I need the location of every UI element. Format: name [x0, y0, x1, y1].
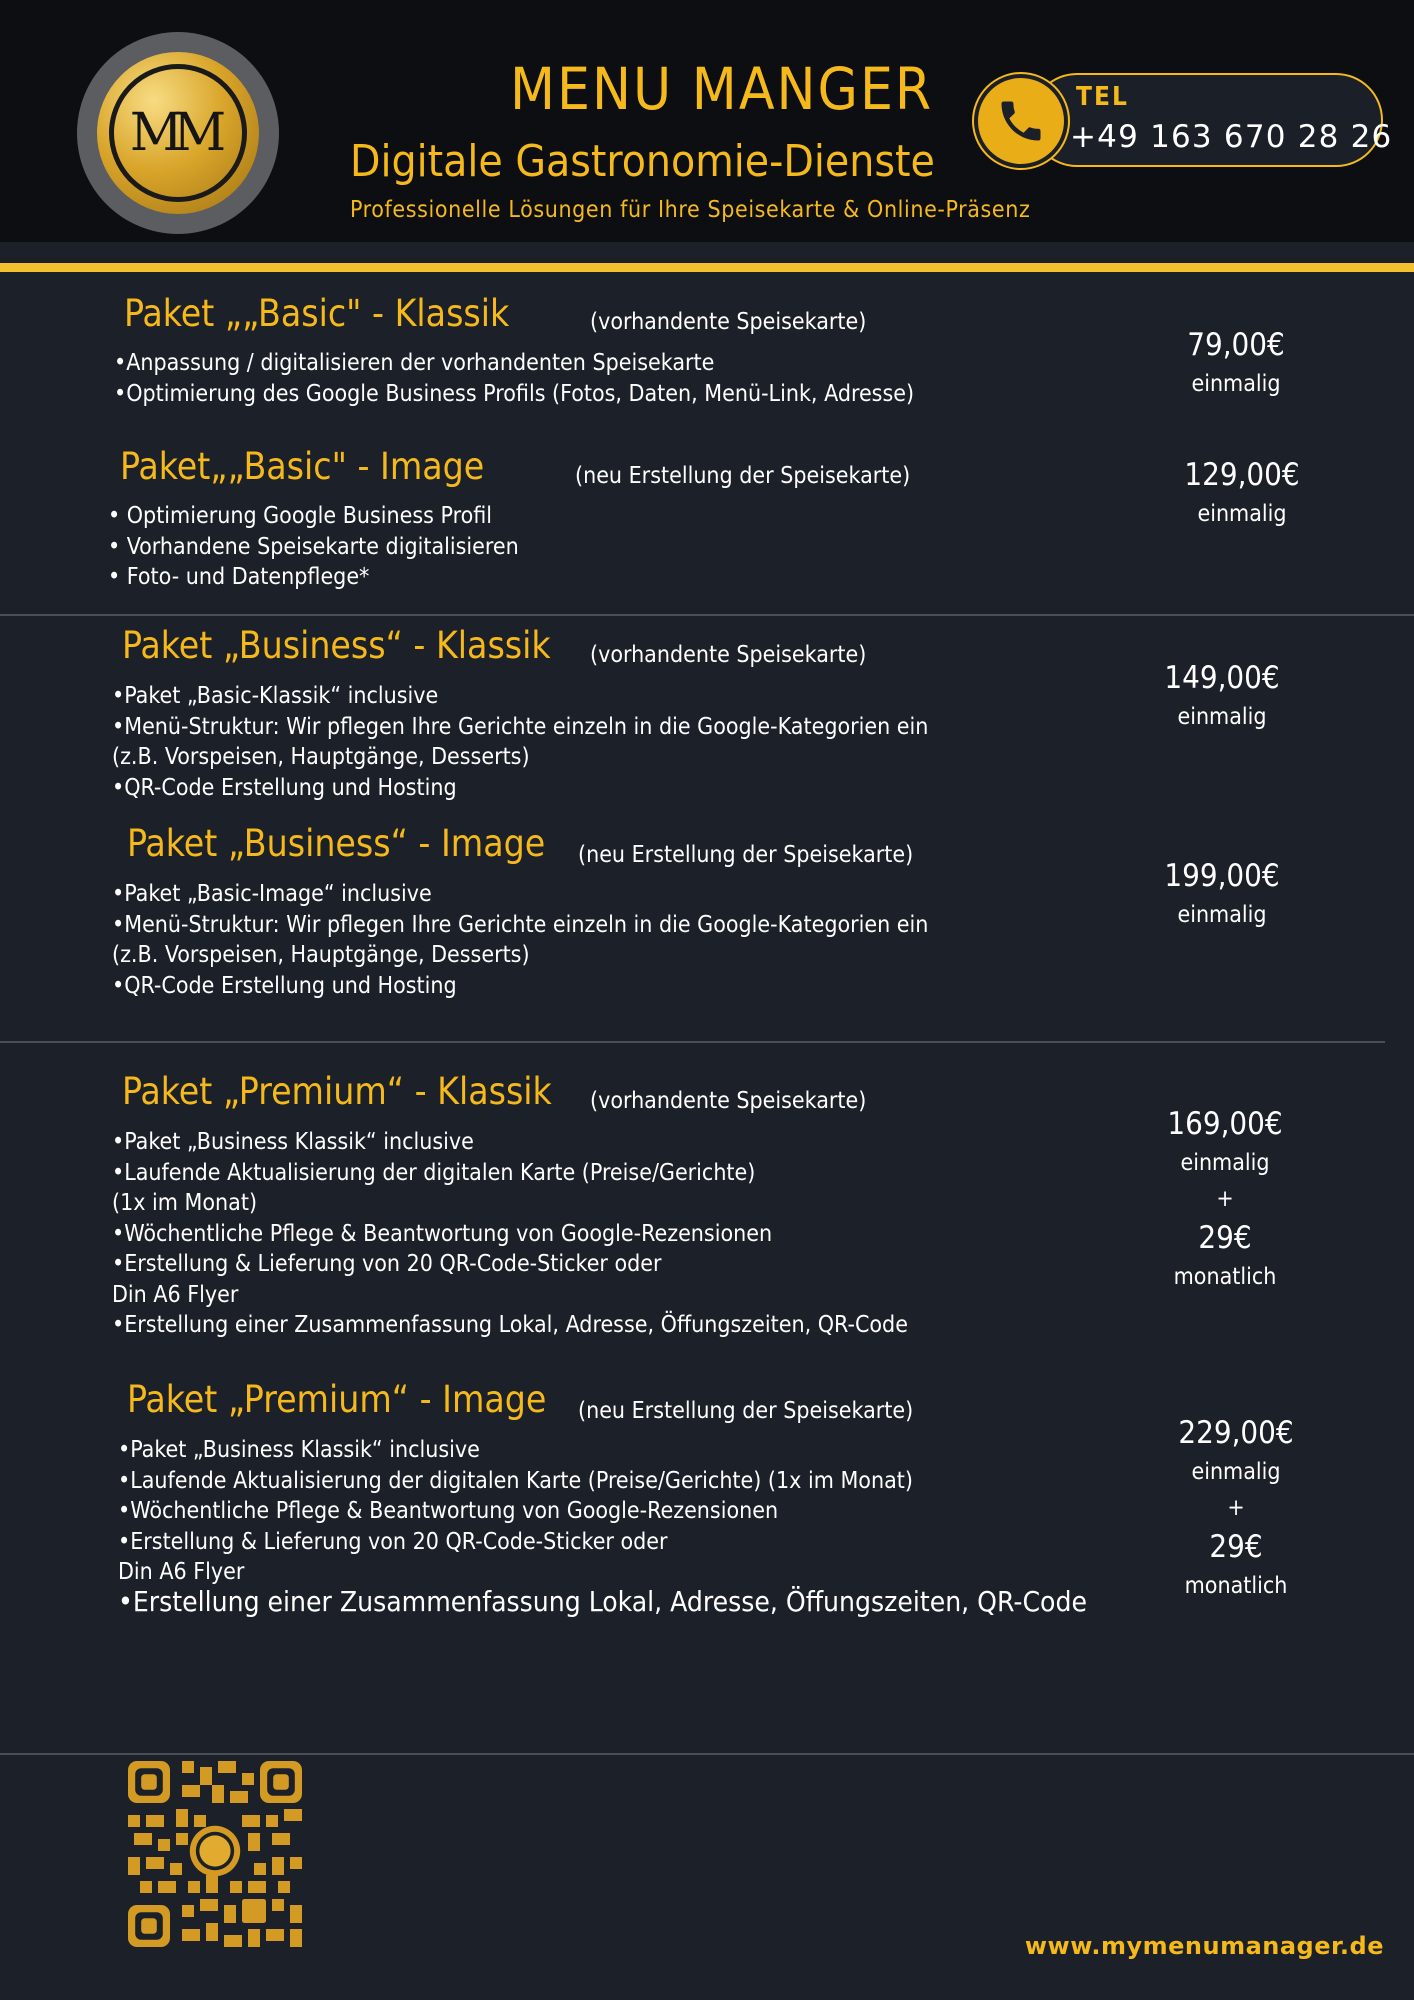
monthly-price: 29€ [1209, 1529, 1263, 1565]
tagline: Professionelle Lösungen für Ihre Speisekarte & Online-Präsenz [350, 197, 1031, 223]
list-item: •Laufende Aktualisierung der digitalen Karte (Preise/Gerichte) [112, 1159, 756, 1186]
package-price [1136, 1412, 1336, 1604]
package-price [1136, 324, 1336, 402]
monthly-price: 29€ [1198, 1220, 1252, 1256]
package-price [1142, 454, 1342, 532]
price-value: 129,00€ [1184, 457, 1300, 493]
list-item: (z.B. Vorspeisen, Hauptgänge, Desserts) [112, 942, 530, 968]
package-features [112, 879, 928, 1001]
package-note: (vorhandente Speisekarte) [590, 1088, 867, 1114]
price-note: einmalig [1177, 902, 1267, 928]
list-item: •Paket „Basic-Klassik“ inclusive [112, 683, 439, 709]
list-item: • Vorhandene Speisekarte digitalisieren [108, 533, 519, 560]
list-item: •Erstellung einer Zusammenfassung Lokal, Adresse, Öffungszeiten, QR-Code [118, 1585, 1087, 1618]
price-value: 169,00€ [1167, 1106, 1283, 1142]
monthly-note: monatlich [1173, 1264, 1277, 1290]
phone-icon-wrapper [972, 72, 1070, 170]
section-divider [0, 1041, 1385, 1043]
phone-icon [995, 95, 1047, 147]
list-item: • Foto- und Datenpflege* [108, 564, 370, 590]
package-note: (vorhandente Speisekarte) [590, 309, 867, 335]
package-price [1122, 657, 1322, 735]
list-item: •Optimierung des Google Business Profils (Fotos, Daten, Menü-Link, Adresse) [114, 380, 915, 407]
list-item: •Erstellung & Lieferung von 20 QR-Code-Sticker oder [118, 1528, 668, 1555]
package-price [1122, 855, 1322, 933]
list-item: •Wöchentliche Pflege & Beantwortung von Google-Rezensionen [118, 1498, 779, 1524]
package-features [112, 681, 928, 803]
list-item: •QR-Code Erstellung und Hosting [112, 774, 457, 801]
price-plus: + [1227, 1495, 1245, 1521]
price-value: 79,00€ [1187, 327, 1285, 363]
website-link[interactable]: www.mymenumanager.de [1024, 1932, 1384, 1960]
list-item: •Menü-Struktur: Wir pflegen Ihre Gerichte einzeln in die Google-Kategorien ein [112, 713, 929, 740]
list-item: • Optimierung Google Business Profil [108, 503, 493, 529]
list-item: •Wöchentliche Pflege & Beantwortung von Google-Rezensionen [112, 1220, 773, 1247]
gold-divider [0, 263, 1414, 272]
qr-code-icon[interactable] [128, 1760, 302, 1948]
page-subtitle: Digitale Gastronomie-Dienste [350, 136, 935, 187]
price-value: 199,00€ [1164, 858, 1280, 894]
package-title: Paket „Business“ - Klassik [122, 624, 551, 667]
list-item: •Anpassung / digitalisieren der vorhandenten Speisekarte [114, 350, 715, 376]
page-title: MENU MANGER [510, 55, 934, 123]
package-title: Paket„„Basic" - Image [120, 445, 485, 488]
logo [77, 32, 279, 234]
package-features [118, 1435, 913, 1588]
list-item: (1x im Monat) [112, 1190, 258, 1216]
list-item: •Paket „Business Klassik“ inclusive [112, 1129, 474, 1155]
price-note: einmalig [1197, 501, 1287, 527]
package-note: (vorhandente Speisekarte) [590, 642, 867, 668]
price-value: 229,00€ [1178, 1415, 1294, 1451]
list-item: Din A6 Flyer [112, 1281, 239, 1308]
price-note: einmalig [1191, 371, 1281, 397]
package-features [112, 1127, 908, 1341]
package-title: Paket „Business“ - Image [127, 822, 546, 865]
list-item: •QR-Code Erstellung und Hosting [112, 972, 457, 999]
footer-divider [0, 1753, 1414, 1755]
list-item: •Menü-Struktur: Wir pflegen Ihre Gerichte einzeln in die Google-Kategorien ein [112, 911, 929, 938]
monthly-note: monatlich [1184, 1573, 1288, 1599]
price-value: 149,00€ [1164, 660, 1280, 696]
package-note: (neu Erstellung der Speisekarte) [575, 463, 911, 489]
price-note: einmalig [1177, 704, 1267, 730]
package-features [114, 348, 914, 409]
package-note: (neu Erstellung der Speisekarte) [578, 1398, 914, 1424]
list-item: •Paket „Business Klassik“ inclusive [118, 1437, 480, 1463]
list-item: (z.B. Vorspeisen, Hauptgänge, Desserts) [112, 744, 530, 770]
list-item: •Erstellung & Lieferung von 20 QR-Code-Sticker oder [112, 1251, 662, 1277]
list-item: •Laufende Aktualisierung der digitalen Karte (Preise/Gerichte) (1x im Monat) [118, 1467, 913, 1494]
package-features [108, 501, 519, 593]
list-item: Din A6 Flyer [118, 1559, 245, 1585]
package-title: Paket „Premium“ - Klassik [122, 1070, 552, 1113]
price-note: einmalig [1180, 1150, 1270, 1176]
package-title: Paket „„Basic" - Klassik [124, 292, 510, 335]
package-price [1125, 1103, 1325, 1295]
price-note: einmalig [1191, 1459, 1281, 1485]
price-plus: + [1216, 1186, 1234, 1212]
phone-number[interactable]: +49 163 670 28 26 [1070, 119, 1393, 155]
list-item: •Erstellung einer Zusammenfassung Lokal, Adresse, Öffungszeiten, QR-Code [112, 1312, 908, 1338]
tel-label: TEL [1076, 82, 1129, 112]
list-item: •Paket „Basic-Image“ inclusive [112, 881, 432, 907]
package-note: (neu Erstellung der Speisekarte) [578, 842, 914, 868]
section-divider [0, 614, 1414, 616]
logo-monogram: MM [129, 103, 217, 163]
package-feature-highlight [118, 1587, 1087, 1618]
package-title: Paket „Premium“ - Image [127, 1378, 547, 1421]
